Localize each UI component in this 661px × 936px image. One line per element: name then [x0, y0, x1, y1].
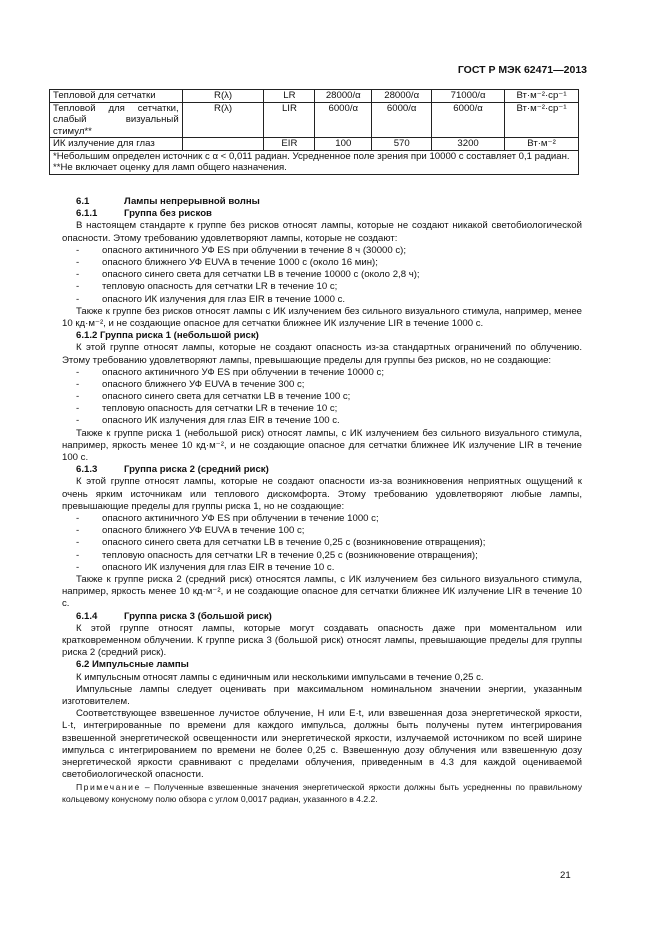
- table-row: [50, 90, 579, 103]
- table-footnote: **Не включает оценку для ламп общего назначения.: [53, 162, 287, 173]
- paragraph: К этой группе относят лампы, которые не создают опасности из-за возникновения неприятных ощущений к очень ярким источникам или теплового дискомфорта. Этому требованию удовлетворяют любые лампы, превышающие пределы для группы риска 1, но не создающие:: [62, 476, 582, 512]
- table-row: [50, 102, 579, 138]
- list-item: - опасного синего света для сетчатки LB в течение 0,25 с (возникновение отвращения);: [76, 537, 486, 549]
- note: [62, 782, 582, 804]
- section-heading-6-1: 6.1 Лампы непрерывной волны: [76, 196, 260, 207]
- table-cell: [182, 138, 264, 151]
- paragraph: Также к группе риска 1 (небольшой риск) относят лампы, с ИК излучением без сильного визуального стимула, например, яркость менее 10 кд·м⁻², и не создающие опасное для сетчатки ближнее ИК излучение LIR в течение 100 с.: [62, 427, 582, 464]
- section-heading-6-1-1: 6.1.1 Группа без рисков: [76, 208, 212, 220]
- section-heading-6-1-3: 6.1.3 Группа риска 2 (средний риск): [76, 464, 269, 476]
- table-cell: R(λ): [182, 102, 264, 138]
- list-item: - опасного синего света для сетчатки LB в течение 100 с;: [76, 391, 351, 403]
- table-cell: 3200: [432, 138, 505, 151]
- list-item: - опасного ближнего УФ EUVA в течение 300 с;: [76, 378, 305, 390]
- table-cell: 28000/α: [315, 90, 372, 103]
- note-label: Примечание: [76, 782, 141, 793]
- table-row: [50, 138, 579, 151]
- list-item: - опасного ближнего УФ EUVA в течение 100 с;: [76, 525, 305, 537]
- section-heading-6-1-2: 6.1.2 Группа риска 1 (небольшой риск): [76, 330, 259, 342]
- list-item: - опасного актиничного УФ ES при облучении в течение 8 ч (30000 с);: [76, 244, 407, 256]
- table-cell: 6000/α: [372, 102, 432, 138]
- document-header: ГОСТ Р МЭК 62471—2013: [457, 64, 587, 76]
- table-cell: Вт·м⁻²: [505, 138, 579, 151]
- list-item: - опасного ИК излучения для глаз EIR в течение 10 с.: [76, 561, 335, 573]
- paragraph: Импульсные лампы следует оценивать при максимальном номинальном значении энергии, указанным изготовителем.: [62, 683, 582, 707]
- table-cell: Вт·м⁻²·ср⁻¹: [505, 90, 579, 103]
- table-cell: 6000/α: [315, 102, 372, 138]
- list-item: - опасного ИК излучения для глаз EIR в течение 100 с.: [76, 415, 340, 427]
- table-cell: EIR: [264, 138, 315, 151]
- table-cell: Тепловой для сетчатки, слабый визуальный стимул**: [50, 102, 183, 138]
- section-heading-6-1-4: 6.1.4 Группа риска 3 (большой риск): [76, 610, 272, 622]
- table-cell: 570: [372, 138, 432, 151]
- table-cell: R(λ): [182, 90, 264, 103]
- table-cell: 6000/α: [432, 102, 505, 138]
- paragraph: К этой группе относят лампы, которые могут создавать опасность даже при моментальном или кратковременном облучении. К группе риска 3 (большой риск) относят лампы, превышающие пределы для группы риска 2 (средний риск).: [62, 622, 582, 659]
- list-item: - тепловую опасность для сетчатки LR в течение 10 с;: [76, 281, 338, 293]
- list-item: - тепловую опасность для сетчатки LR в течение 10 с;: [76, 403, 338, 415]
- table-cell: 28000/α: [372, 90, 432, 103]
- list-item: - опасного ближнего УФ EUVA в течение 1000 с (около 16 мин);: [76, 256, 378, 268]
- table-cell: 100: [315, 138, 372, 151]
- list-item: - опасного актиничного УФ ES при облучении в течение 1000 с;: [76, 513, 379, 525]
- list-item: - опасного актиничного УФ ES при облучении в течение 10000 с;: [76, 366, 384, 378]
- document-body: [62, 196, 582, 805]
- paragraph: В настоящем стандарте к группе без рисков относят лампы, которые не создают никакой светобиологической опасности. Этому требованию удовлетворяют лампы, которые не создают:: [62, 220, 582, 244]
- list-item: - тепловую опасность для сетчатки LR в течение 0,25 с (возникновение отвращения);: [76, 549, 478, 561]
- note-text: – Полученные взвешенные значения энергетической яркости должны быть усредненны по правильному кольцевому конусному полю обзора с углом 0,0017 радиан, указанного в 4.2.2.: [62, 782, 582, 804]
- table-footnotes: [50, 150, 579, 174]
- paragraph: Также к группе риска 2 (средний риск) относятся лампы, с ИК излучением без сильного визуального стимула, например, яркость менее 10 кд·м⁻², и не создающие опасное для сетчатки ближнее ИК излучение LIR в течение 10 с.: [62, 574, 582, 610]
- page-number: 21: [560, 870, 571, 881]
- paragraph: К этой группе относят лампы, которые не создают опасность из-за стандартных ограничений по облучению. Этому требованию удовлетворяют лампы, превышающие пределы для группы без рисков, но не создающие:: [62, 342, 582, 366]
- table-cell: Вт·м⁻²·ср⁻¹: [505, 102, 579, 138]
- paragraph: Соответствующее взвешенное лучистое облучение, H или E·t, или взвешенная доза энергетической яркости, L·t, интегрированные по времени для каждого импульса, должны быть получены путем интегрирования взвешенной энергетической освещенности или энергетической яркости, излучаемой источником по всей ширине импульса с интегрированием по времени не более 0,25 с. Взвешенную дозу облучения или взвешенную дозу энергетической яркости сравнивают с пределами облучения, приведенным в 4.3 для каждой оцениваемой светобиологической опасности.: [62, 708, 582, 781]
- section-heading-6-2: 6.2 Импульсные лампы: [76, 659, 189, 671]
- list-item: - опасного ИК излучения для глаз EIR в течение 1000 с.: [76, 293, 346, 305]
- limits-table: [49, 89, 579, 175]
- paragraph: К импульсным относят лампы с единичным или несколькими импульсами в течение 0,25 с.: [76, 671, 484, 683]
- table-cell: 71000/α: [432, 90, 505, 103]
- list-item: - опасного синего света для сетчатки LB в течение 10000 с (около 2,8 ч);: [76, 269, 420, 281]
- table-cell: Тепловой для сетчатки: [50, 90, 183, 103]
- table-cell: LIR: [264, 102, 315, 138]
- paragraph: Также к группе без рисков относят лампы с ИК излучением без сильного визуального стимула, например, менее 10 кд·м⁻², и не создающие опасное для сетчатки ближнее ИК излучение LIR в течение 1000 с.: [62, 305, 582, 329]
- table-footnote: *Небольшим определен источник с α < 0,011 радиан. Усредненное поле зрения при 10000 с составляет 0,1 радиан.: [53, 150, 570, 162]
- table-footnote-row: [50, 150, 579, 174]
- table-cell: ИК излучение для глаз: [50, 138, 183, 151]
- table-cell: LR: [264, 90, 315, 103]
